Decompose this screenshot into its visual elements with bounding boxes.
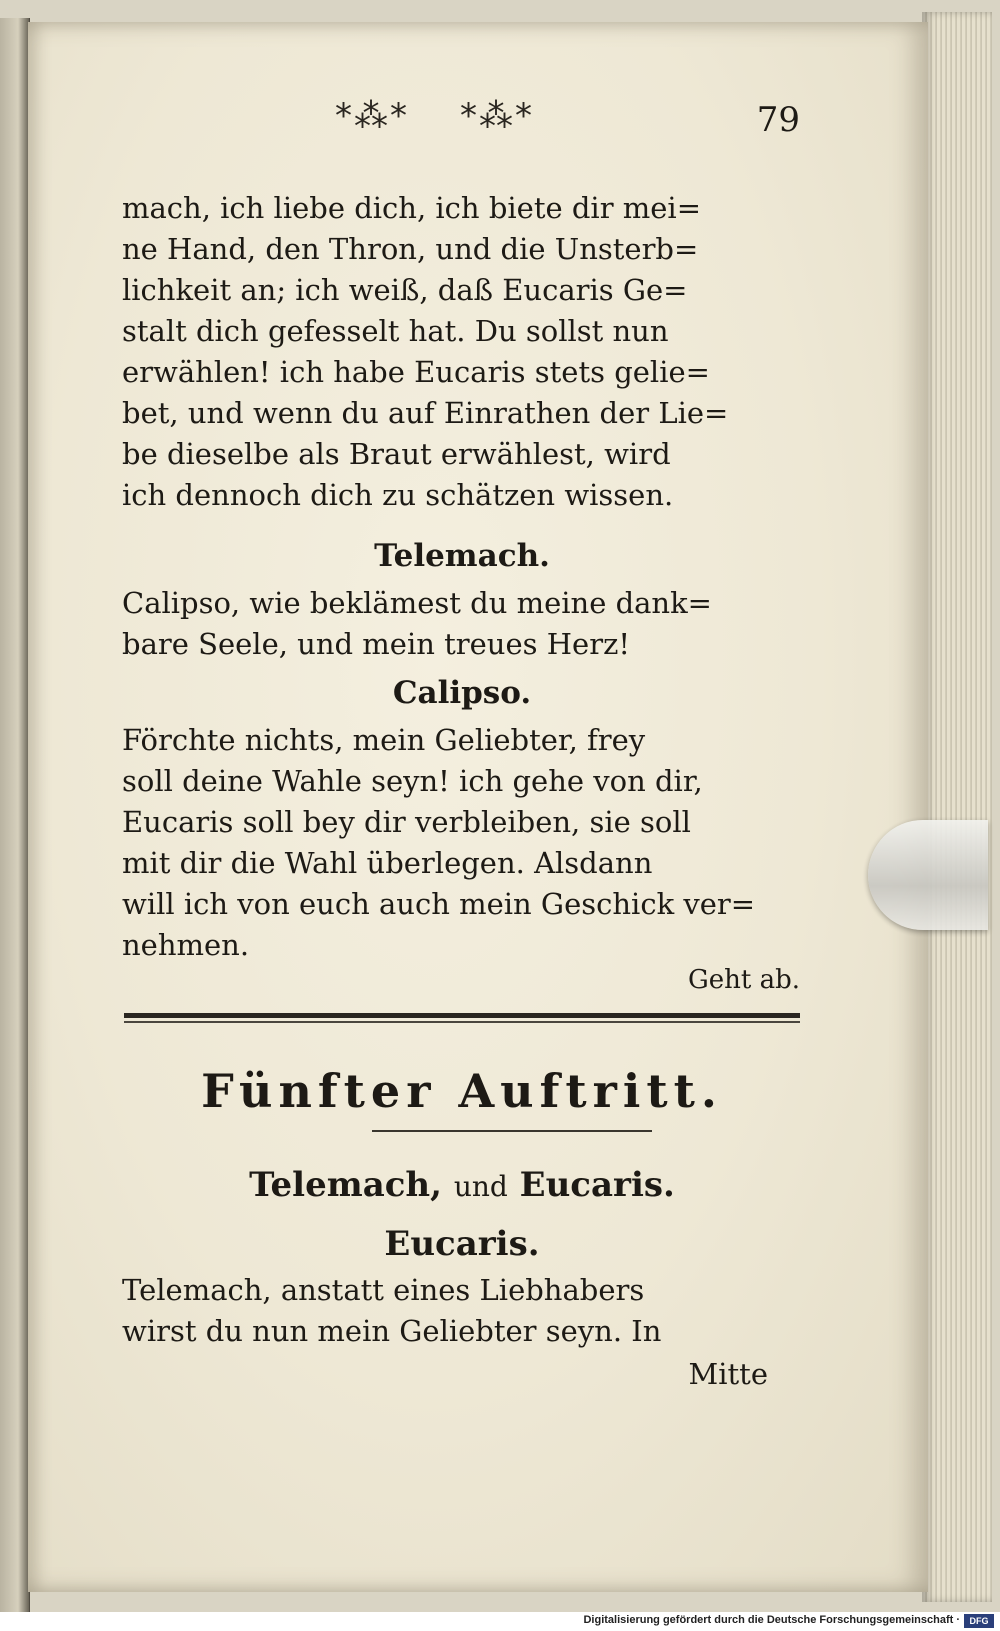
text-line: bet, und wenn du auf Einrathen der Lie= bbox=[122, 396, 729, 430]
stage-direction: Geht ab. bbox=[687, 965, 800, 995]
speaker-name: Calipso. bbox=[392, 675, 532, 711]
dfg-logo: DFG bbox=[964, 1614, 994, 1628]
scene-title: Fünfter Auftritt. bbox=[201, 1064, 723, 1118]
catchword: Mitte bbox=[688, 1357, 768, 1391]
page-clip bbox=[868, 820, 988, 930]
cast-conjunction: und bbox=[453, 1170, 508, 1203]
funding-notice: Digitalisierung gefördert durch die Deutsche Forschungsgemeinschaft · bbox=[583, 1614, 960, 1626]
header-ornament: *⁂* bbox=[460, 96, 534, 136]
text-line: Eucaris soll bey dir verbleiben, sie soll bbox=[122, 805, 691, 839]
speaker-name: Eucaris. bbox=[384, 1224, 540, 1264]
text-line: Telemach, anstatt eines Liebhabers bbox=[122, 1273, 645, 1307]
text-line: be dieselbe als Braut erwählest, wird bbox=[122, 437, 671, 471]
section-divider-thin bbox=[124, 1021, 800, 1023]
speech-paragraph bbox=[122, 720, 802, 966]
text-line: will ich von euch auch mein Geschick ver= bbox=[122, 887, 756, 921]
title-underline bbox=[372, 1130, 652, 1132]
cast-name: Telemach, bbox=[249, 1165, 442, 1205]
speech-paragraph bbox=[122, 583, 802, 665]
text-line: erwählen! ich habe Eucaris stets gelie= bbox=[122, 355, 710, 389]
text-line: wirst du nun mein Geliebter seyn. In bbox=[122, 1314, 662, 1348]
cast-list bbox=[122, 1165, 802, 1205]
text-line: ne Hand, den Thron, und die Unsterb= bbox=[122, 232, 699, 266]
text-line: bare Seele, und mein treues Herz! bbox=[122, 627, 630, 661]
text-line: Calipso, wie beklämest du meine dank= bbox=[122, 586, 712, 620]
text-line: lichkeit an; ich weiß, daß Eucaris Ge= bbox=[122, 273, 688, 307]
page-number: 79 bbox=[756, 100, 800, 140]
cast-name: Eucaris. bbox=[519, 1165, 675, 1205]
text-line: nehmen. bbox=[122, 928, 250, 962]
page-header bbox=[120, 96, 800, 146]
paragraph-continued bbox=[122, 188, 802, 516]
text-line: ich dennoch dich zu schätzen wissen. bbox=[122, 478, 674, 512]
speaker-name: Telemach. bbox=[374, 538, 550, 574]
speech-paragraph bbox=[122, 1270, 802, 1352]
text-line: soll deine Wahle seyn! ich gehe von dir, bbox=[122, 764, 703, 798]
text-line: stalt dich gefesselt hat. Du sollst nun bbox=[122, 314, 669, 348]
header-ornament: *⁂* bbox=[335, 96, 409, 136]
section-divider bbox=[124, 1013, 800, 1018]
digitization-footer bbox=[0, 1612, 1000, 1631]
text-line: Förchte nichts, mein Geliebter, frey bbox=[122, 723, 646, 757]
page-stack-edge bbox=[922, 12, 992, 1602]
previous-page-edge bbox=[0, 18, 30, 1612]
text-line: mach, ich liebe dich, ich biete dir mei= bbox=[122, 191, 702, 225]
text-line: mit dir die Wahl überlegen. Alsdann bbox=[122, 846, 653, 880]
